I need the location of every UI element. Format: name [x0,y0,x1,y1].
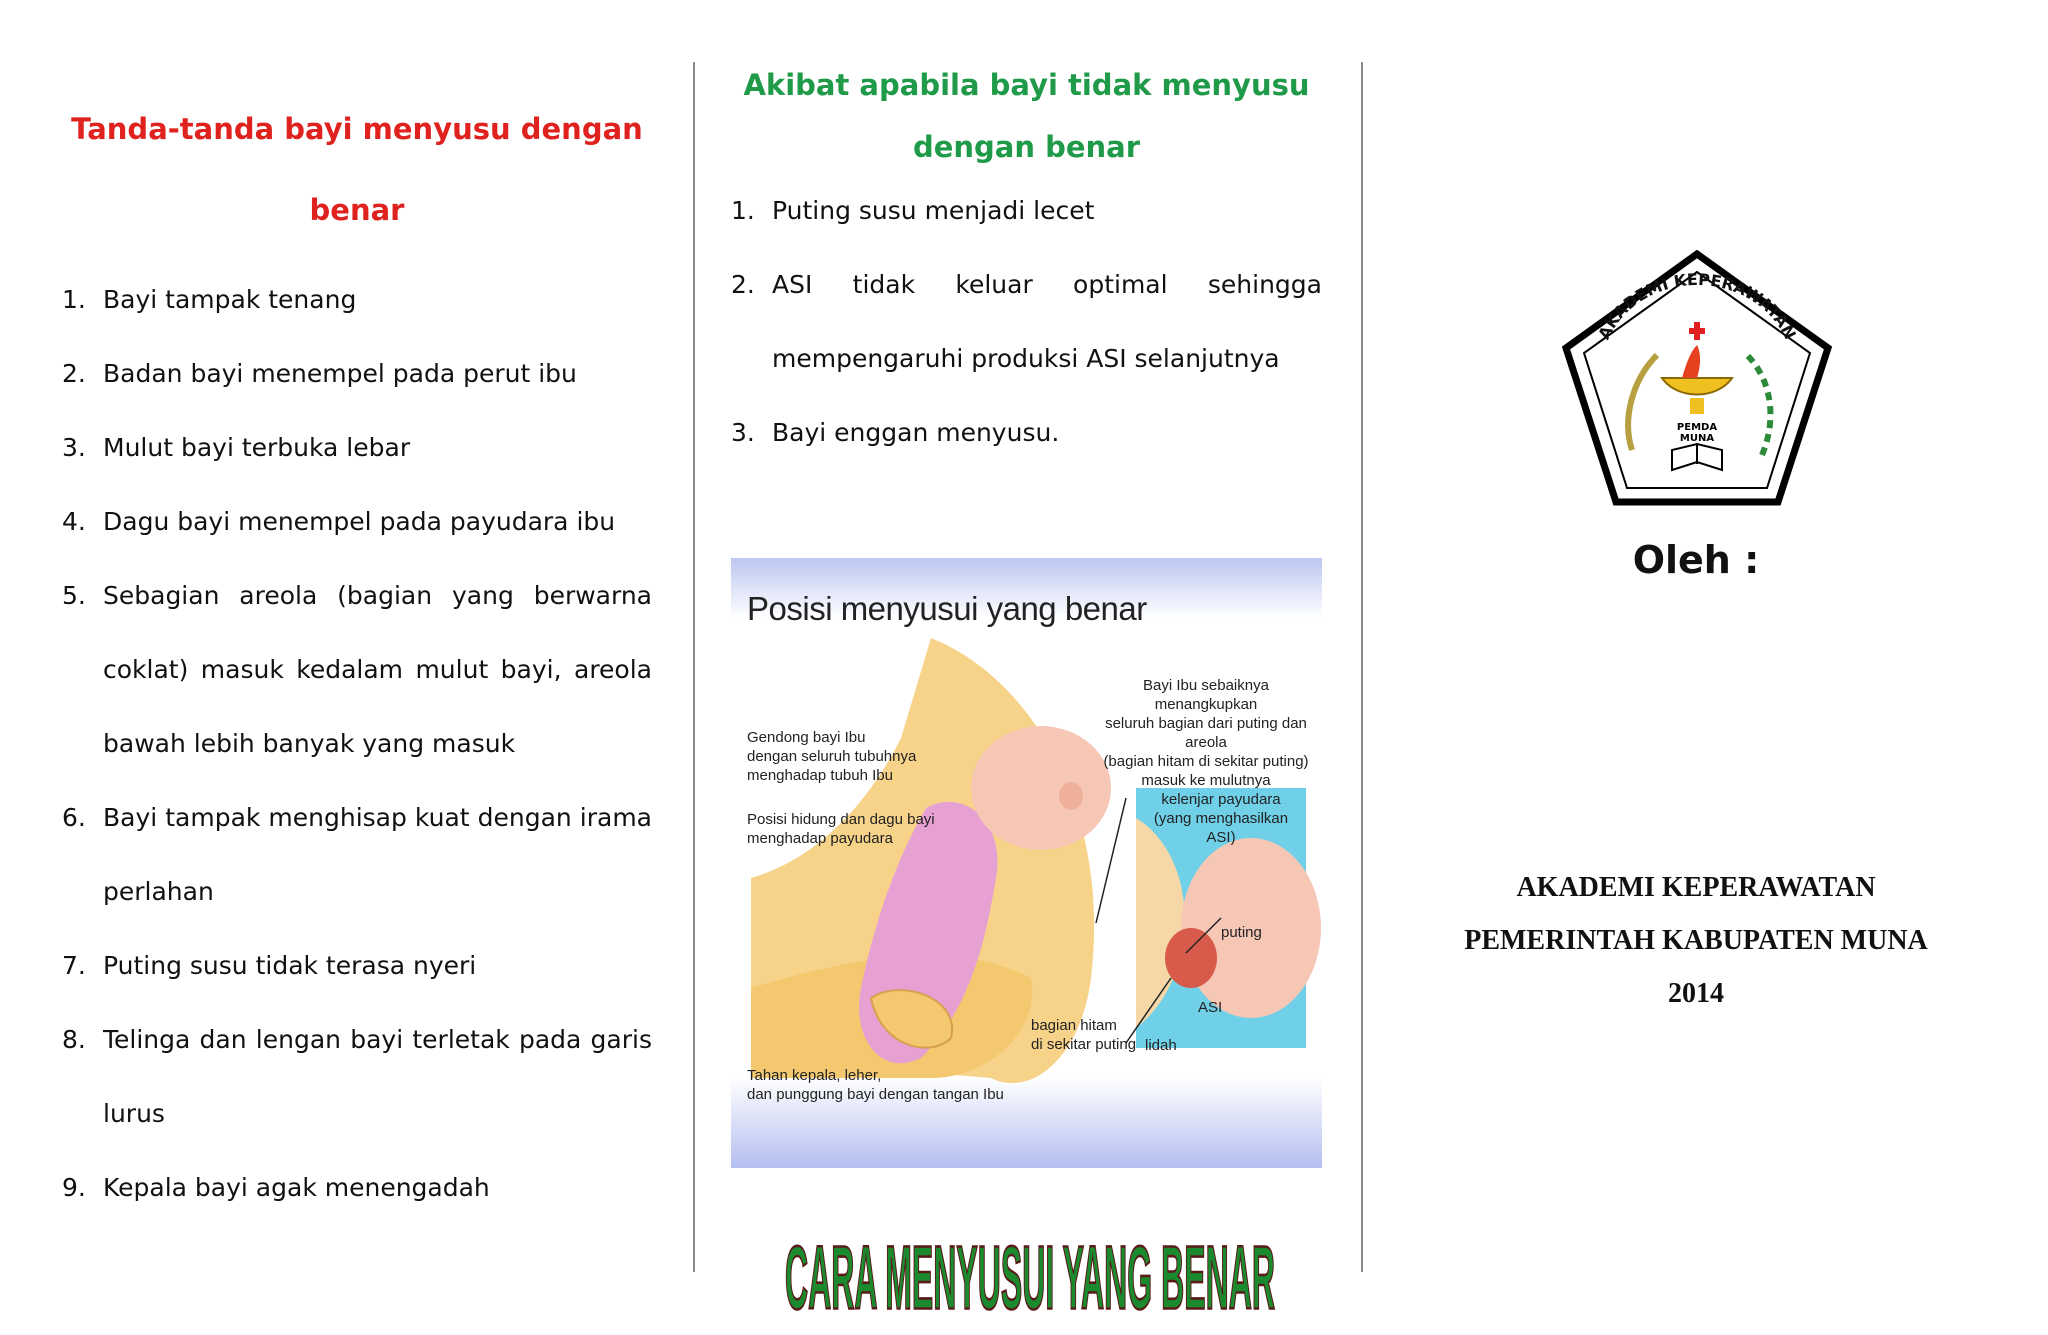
label-puting: puting [1221,924,1262,941]
list-item: 2. Badan bayi menempel pada perut ibu [62,359,577,388]
list-item: 6. Bayi tampak menghisap kuat dengan irama [62,803,652,832]
list-item: 8. Telinga dan lengan bayi terletak pada garis [62,1025,652,1054]
label-gendong: Gendong bayi Ibu dengan seluruh tubuhnya menghadap tubuh Ibu [747,729,917,784]
figure-title: Posisi menyusui yang benar [747,590,1147,627]
column-divider-right [1361,62,1363,1272]
list-item: 3. Bayi enggan menyusu. [731,418,1060,447]
list-item-continuation: lurus [103,1099,165,1128]
list-item-continuation: perlahan [103,877,214,906]
logo-inner-text-1: PEMDA [1676,422,1718,433]
wordart-title [770,1212,1290,1332]
list-item: 5. Sebagian areola (bagian yang berwarna [62,581,652,610]
middle-list [731,174,1322,470]
list-item-continuation: coklat) masuk kedalam mulut bayi, areola [103,655,652,684]
label-kelenjar: kelenjar payudara (yang menghasilkan ASI) [1153,791,1289,846]
list-item: 9. Kepala bayi agak menengadah [62,1173,490,1202]
list-item-continuation: mempengaruhi produksi ASI selanjutnya [772,344,1280,373]
label-lidah: lidah [1145,1037,1177,1054]
oleh-label: Oleh : [1632,538,1760,582]
label-posisi: Posisi hidung dan dagu bayi menghadap payudara [747,811,935,847]
middle-heading-line1: Akibat apabila bayi tidak menyusu [743,68,1310,102]
logo-arc-text: AKADEMI KEPERAWATAN [1594,269,1800,343]
logo [1562,250,1832,510]
inset-mouth-area [1165,928,1217,988]
list-item: 4. Dagu bayi menempel pada payudara ibu [62,507,616,536]
middle-heading-line2: dengan benar [912,130,1141,164]
list-item-continuation: bawah lebih banyak yang masuk [103,729,516,758]
label-asi: ASI [1198,999,1223,1016]
column-divider-left [693,62,695,1272]
list-item: 1. Puting susu menjadi lecet [731,196,1095,225]
wordart-title-text: CARA MENYUSUI YANG BENAR [785,1226,1275,1329]
middle-heading [731,68,1322,164]
org-line2: PEMERINTAH KABUPATEN MUNA [1464,925,1928,956]
list-item: 7. Puting susu tidak terasa nyeri [62,951,477,980]
list-item: 3. Mulut bayi terbuka lebar [62,433,411,462]
list-item: 2. ASI tidak keluar optimal sehingga [731,270,1322,299]
list-item: 1. Bayi tampak tenang [62,285,357,314]
org-line1: AKADEMI KEPERAWATAN [1516,872,1876,903]
left-list [62,263,652,1225]
logo-inner-text-2: MUNA [1679,433,1715,444]
baby-ear-shape [1059,782,1083,810]
label-bagian-hitam: bagian hitam di sekitar puting [1031,1017,1137,1053]
left-heading-line1: Tanda-tanda bayi menyusu dengan [71,112,643,146]
logo-emblem [1562,250,1832,510]
org-year: 2014 [1668,978,1724,1009]
breastfeeding-position-illustration [731,558,1322,1168]
label-tahan: Tahan kepala, leher, dan punggung bayi dengan tangan Ibu [747,1067,1004,1103]
left-heading [62,112,652,227]
baby-head-shape [971,726,1111,850]
left-heading-line2: benar [309,193,405,227]
label-top-right: Bayi Ibu sebaiknya menangkupkan seluruh bagian dari puting dan areola (bagian hitam di sekitar puting) masuk ke mulutnya [1103,677,1309,789]
